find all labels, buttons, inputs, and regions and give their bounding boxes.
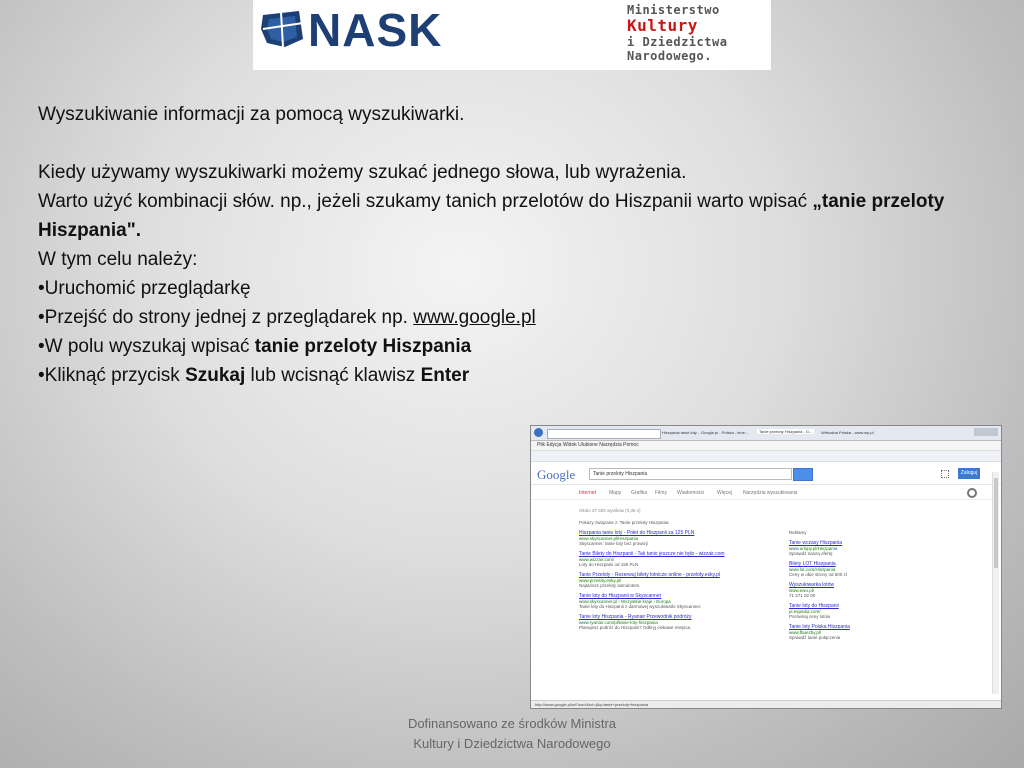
google-tab-videos: Filmy bbox=[655, 490, 667, 496]
browser-scroll-thumb bbox=[994, 478, 998, 568]
results-stats: Około 27 400 wyników (0,35 s) bbox=[579, 508, 641, 513]
result-snippet: Tanie loty do Hiszpanii z darmowej wyszukiwarki Skyscanner. bbox=[579, 604, 702, 609]
result-item bbox=[579, 593, 769, 609]
browser-tab-1: Hiszpania tanie loty... bbox=[662, 430, 700, 435]
slide-content bbox=[38, 100, 978, 390]
bullet-3-bold: tanie przeloty Hiszpania bbox=[254, 336, 472, 357]
browser-menubar: Plik Edycja Widok Ulubione Narzędzia Pomoc bbox=[531, 441, 1001, 451]
result-item bbox=[579, 551, 769, 567]
google-tabs bbox=[531, 485, 1001, 500]
google-tab-maps: Mapy bbox=[609, 490, 622, 496]
search-results bbox=[579, 520, 769, 630]
result-title: Tanie Bilety do Hiszpanii - Tak tanio jeszcze nie było - wizzair.com bbox=[579, 551, 725, 557]
ad-url: pl.expedia.com/ bbox=[789, 609, 821, 614]
bullet-4-bold-enter: Enter bbox=[420, 365, 470, 386]
paragraph-2-bold: „tanie przeloty Hiszpania". bbox=[38, 191, 945, 241]
ministry-logo-line-1: Ministerstwo bbox=[627, 3, 720, 17]
google-header bbox=[531, 462, 1001, 485]
ad-item bbox=[789, 603, 889, 619]
ad-snippet: Sprawdź tanie połączenia bbox=[789, 635, 841, 640]
ad-snippet: Sprawdź naszą ofertę bbox=[789, 551, 833, 556]
ad-item bbox=[789, 561, 889, 577]
google-tab-images: Grafika bbox=[631, 490, 648, 496]
result-title: Hiszpania tanie loty - Połet do Hiszpanii za 125 PLN bbox=[579, 530, 695, 536]
bullet-2 bbox=[38, 303, 978, 332]
browser-tabbar bbox=[531, 426, 1001, 441]
browser-tab-4: Wirtualna Polska - www.wp.pl bbox=[821, 430, 874, 435]
result-snippet: Loty do Hiszpanii od 155 PLN bbox=[579, 562, 639, 567]
bullet-3 bbox=[38, 332, 978, 361]
ad-snippet: Ceny w obie strony od 500 zł bbox=[789, 572, 847, 577]
ad-snippet: Porównaj ceny lotów bbox=[789, 614, 831, 619]
bullet-4-bold-szukaj: Szukaj bbox=[185, 365, 246, 386]
ads-header: Reklamy bbox=[789, 530, 807, 535]
ad-item bbox=[789, 540, 889, 556]
browser-screenshot bbox=[530, 425, 1002, 709]
related-searches: Pokazy związane z: Tanie przeloty Hiszpania bbox=[579, 520, 669, 525]
ad-url: www.lot.com/Hiszpania bbox=[789, 567, 836, 572]
paragraph-2-text: Warto użyć kombinacji słów. np., jeżeli szukamy tanich przelotów do Hiszpanii warto wpisać bbox=[38, 191, 813, 212]
nask-logo-icon bbox=[259, 9, 305, 49]
footer-line-1: Dofinansowano ze środków Ministra bbox=[407, 716, 617, 731]
result-item bbox=[579, 530, 769, 546]
google-tab-web: Internet bbox=[579, 490, 596, 496]
ad-item bbox=[789, 624, 889, 640]
result-title: Tanie loty Hiszpania - Ryanair Przewodnik podróży bbox=[579, 614, 692, 620]
ministry-logo-line-4: Narodowego. bbox=[627, 49, 712, 63]
browser-tab-3: Tanie przeloty Hiszpania - G... bbox=[759, 429, 813, 434]
intro-text: Wyszukiwanie informacji za pomocą wyszukiwarki. bbox=[38, 104, 465, 125]
window-controls-icon bbox=[974, 428, 998, 436]
paragraph-1: Kiedy używamy wyszukiwarki możemy szukać jednego słowa, lub wyrażenia. bbox=[38, 162, 687, 183]
address-bar bbox=[547, 429, 661, 439]
ad-snippet: 71 271 02 00 bbox=[789, 593, 816, 598]
nask-logo-text: NASK bbox=[308, 4, 443, 56]
ad-item bbox=[789, 582, 889, 598]
bullet-4 bbox=[38, 361, 978, 390]
google-link[interactable]: www.google.pl bbox=[413, 307, 536, 328]
result-snippet: Planujesz podróż do Hiszpanii? Odkryj ciekawe miejsca. bbox=[579, 625, 692, 630]
result-snippet: Skyscanner: tanie loty bez prowizji bbox=[579, 541, 648, 546]
browser-toolbar bbox=[531, 451, 1001, 462]
result-item bbox=[579, 572, 769, 588]
ad-url: www.urlopy.pl/Hiszpania bbox=[789, 546, 838, 551]
result-title: Tanie Przeloty - Rezerwuj bilety lotnicze online - przeloty.esky.pl bbox=[579, 572, 720, 578]
ad-title: Tanie loty Polska Hiszpania bbox=[789, 624, 850, 630]
browser-tab-2: Google.pl - Polska - inne... bbox=[701, 430, 749, 435]
result-url: www.ryanair.com/pl/tanie-loty-hiszpania bbox=[579, 620, 658, 625]
result-url: www.przeloty.esky.pl/ bbox=[579, 578, 622, 583]
ministry-logo-line-3: i Dziedzictwa bbox=[627, 35, 728, 49]
back-icon bbox=[534, 428, 543, 437]
ministry-logo-line-2: Kultury bbox=[627, 16, 698, 35]
footer-line-2: Kultury i Dziedzictwa Narodowego bbox=[413, 736, 611, 751]
bullet-4-middle: lub wcisnąć klawisz bbox=[245, 365, 421, 386]
ad-title: Tanie wczasy Hiszpania bbox=[789, 540, 843, 546]
ad-url: www.fbuezby.pl/ bbox=[789, 630, 822, 635]
bullet-1: •Uruchomić przeglądarkę bbox=[38, 278, 251, 299]
bullet-3-text: •W polu wyszukaj wpisać bbox=[38, 336, 255, 357]
sponsored-ads bbox=[789, 530, 889, 640]
browser-statusbar: http://www.google.pl/url?sa=t&rct=j&q=tanie+przeloty+hiszpania bbox=[531, 700, 1002, 708]
paragraph-2 bbox=[38, 187, 978, 245]
logo-bar bbox=[253, 0, 771, 70]
google-tab-news: Wiadomości bbox=[677, 490, 705, 496]
google-tab-tools: Narzędzia wyszukiwania bbox=[743, 490, 798, 496]
result-snippet: Najtańsze przeloty samolotem. bbox=[579, 583, 641, 588]
result-url: www.wizzair.com/ bbox=[579, 557, 615, 562]
google-logo: Google bbox=[537, 467, 576, 482]
result-url: www.skyscanner.pl/Hiszpania bbox=[579, 536, 639, 541]
ministry-logo bbox=[627, 3, 767, 67]
ad-title: Bilety LOT Hiszpania bbox=[789, 561, 836, 567]
paragraph-3: W tym celu należy: bbox=[38, 249, 198, 270]
google-tab-more: Więcej bbox=[717, 490, 733, 496]
ad-title: Tanie loty do Hiszpanii bbox=[789, 603, 839, 609]
result-title: Tanie loty do Hiszpanii w Skyscanner bbox=[579, 593, 662, 599]
ad-title: Wyszukiwarka lotów bbox=[789, 582, 834, 588]
result-item bbox=[579, 614, 769, 630]
bullet-2-text: •Przejść do strony jednej z przeglądarek np. bbox=[38, 307, 414, 328]
apps-grid-icon bbox=[941, 470, 949, 478]
bullet-4-text: •Kliknąć przycisk bbox=[38, 365, 186, 386]
google-search-button bbox=[793, 468, 813, 481]
google-search-input: Tanie przeloty Hiszpania bbox=[589, 468, 792, 480]
google-signin-button: Zaloguj bbox=[958, 468, 980, 479]
settings-gear-icon bbox=[967, 488, 977, 498]
result-url: www.skyscanner.pl › Wszystkie kraje › Europa bbox=[579, 599, 671, 604]
ad-url: www.ewo.pl/ bbox=[789, 588, 815, 593]
footer-funding-note bbox=[330, 714, 694, 754]
